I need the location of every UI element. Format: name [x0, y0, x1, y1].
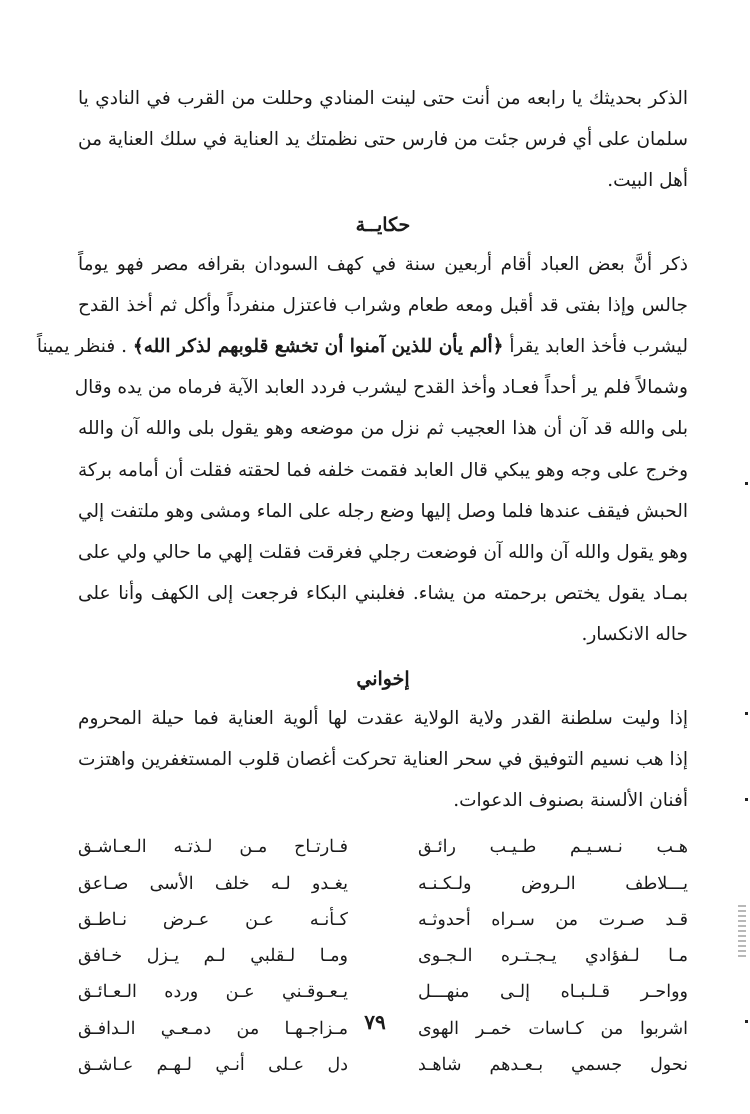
story-paragraph: [36, 244, 688, 656]
text-line: سلمان على أي فرس جئت من فارس حتى نظمتك يد العناية في سلك العناية من: [78, 129, 688, 151]
brothers-paragraph: [78, 698, 688, 822]
page-body: [36, 78, 688, 1083]
text-line: وهو يقول والله آن والله آن فوضعت رجلي فغرقت فقلت إلهي ما حالي ولي على: [78, 542, 688, 564]
text-line: الذكر بحديثك يا رابعه من أنت حتى لينت المنادي وحللت من القرب في النادي يا: [78, 88, 688, 109]
text-fragment: . فنظر يميناً: [36, 336, 127, 358]
poem-right-column: [418, 829, 688, 1083]
text-line: بلى والله قد آن أن هذا العجيب ثم نزل من موضعه وهو يقول بلى والله آن والله: [78, 418, 688, 440]
text-line: أهل البيت.: [607, 170, 688, 192]
text-line: إذا وليت سلطنة القدر ولاية الولاية عقدت لها ألوية العناية فما حيلة المحروم: [78, 707, 688, 729]
poem-left-column: [78, 829, 348, 1083]
text-line: جالس وإذا بفتى قد أقبل ومعه طعام وشراب فاعتزل منفرداً وأكل ثم أخذ القدح: [78, 294, 688, 316]
poem-hemistich: يغـدو لـه خلف الأسى صـاعق: [78, 873, 348, 894]
text-fragment: ليشرب فأخذ العابد يقرأ: [509, 336, 688, 358]
scan-mark: [745, 712, 748, 715]
poem-hemistich: دل عـلى أنـي لـهـم عـاشـق: [78, 1055, 348, 1076]
text-line-with-quote: [36, 326, 688, 367]
poem-hemistich: يـــلاطف الـروض ولـكـنـه: [418, 873, 688, 894]
brothers-heading: إخواني: [356, 667, 410, 690]
poem-hemistich: هـب نـسـيـم طـيـب رائـق: [418, 837, 688, 858]
text-line: الحبش فيقف عندها فلما وصل إليها وضع رجله على الماء ومشى وهو ملتفت إلي: [78, 500, 688, 522]
poem-hemistich: اشربوا من كـاسات خمـر الهوى: [418, 1018, 688, 1039]
scan-mark: [745, 798, 748, 801]
poem-hemistich: فـارتـاح مـن لـذتـه الـعـاشـق: [78, 837, 348, 858]
text-line: ذكر أنَّ بعض العباد أقام أربعين سنة في كهف السودان بقرافه مصر فهو يوماً: [78, 253, 688, 275]
poem-hemistich: ومـا لـقلبي لـم يـزل خـافق: [78, 946, 348, 967]
intro-paragraph: [78, 78, 688, 202]
page-number: ٧٩: [364, 1010, 386, 1034]
poem-hemistich: قـد صـرت من سـراه أحدوثـه: [418, 909, 688, 930]
poem-hemistich: نحول جسمي بـعـدهم شاهـد: [418, 1055, 688, 1076]
scan-mark: [745, 482, 748, 485]
quran-quote: ﴿ألم يأن للذين آمنوا أن تخشع قلوبهم لذكر الله﴾: [132, 336, 504, 358]
story-heading: حكايــة: [355, 213, 411, 236]
text-line: وخرج على وجه وهو يبكي قال العابد فقمت خلفه فما لحقته فقلت أن أمامه بركة: [78, 459, 688, 481]
poem-hemistich: كـأنـه عـن عـرض نـاطـق: [78, 909, 348, 930]
poem-hemistich: وواحـر قـلـبـاه إلـى منهـــل: [418, 982, 688, 1003]
poem-hemistich: مـا لـفؤادي يـجـتـره الـجـوى: [418, 946, 688, 967]
poem: [78, 829, 688, 1083]
scan-noise: [738, 905, 746, 960]
text-line: أفنان الألسنة بصنوف الدعوات.: [453, 790, 688, 812]
text-line: حاله الانكسار.: [581, 624, 688, 646]
poem-hemistich: مـزاجـهـا من دمـعـي الـدافـق: [78, 1018, 348, 1039]
scan-mark: [745, 1020, 748, 1023]
text-line: إذا هب نسيم التوفيق في سحر العناية تحركت أغصان قلوب المستغفرين واهتزت: [78, 748, 688, 770]
text-line: بمـاد يقول يختص برحمته من يشاء. فغلبني البكاء فرجعت إلى الكهف وأنا على: [78, 583, 688, 605]
text-line: وشمالاً فلم ير أحداً فعـاد وأخذ القدح ليشرب فردد العابد الآية فرماه من يده وقال: [74, 377, 688, 399]
poem-hemistich: يـعـوقـني عـن ورده الـعـائـق: [78, 982, 348, 1003]
